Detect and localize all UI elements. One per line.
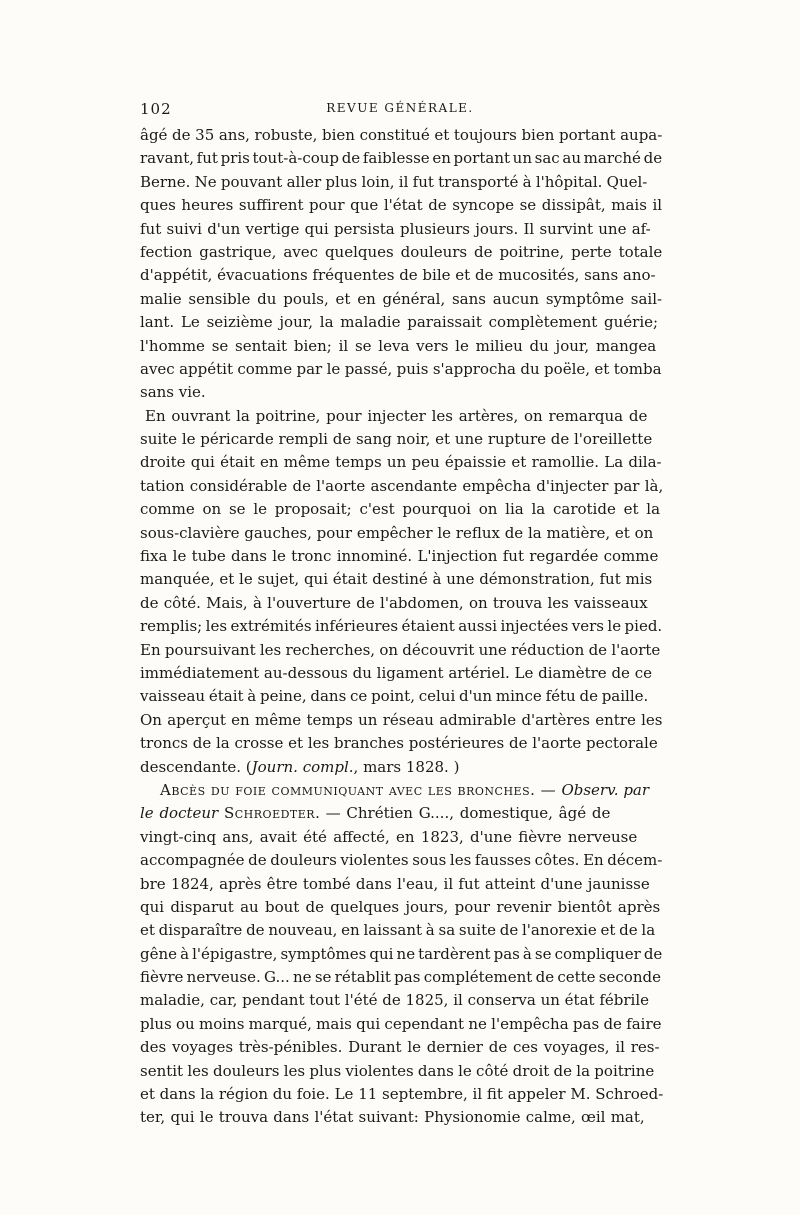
text-line: tation considérable de l'aorte ascendante empêcha d'injecter par là, xyxy=(140,476,664,495)
text-line: ravant, fut pris tout-à-coup de faiblesse en portant un sac au marché de xyxy=(140,149,663,168)
text-line: sans vie. xyxy=(140,383,206,402)
text-line: immédiatement au-dessous du ligament artériel. Le diamètre de ce xyxy=(140,663,652,682)
text-line: de côté. Mais, à l'ouverture de l'abdomen, on trouva les vaisseaux xyxy=(140,593,648,612)
text-line: gêne à l'épigastre, symptômes qui ne tardèrent pas à se compliquer de xyxy=(140,944,663,963)
text-line: bre 1824, après être tombé dans l'eau, il fut atteint d'une jaunisse xyxy=(140,874,650,893)
text-line: fixa le tube dans le tronc innominé. L'injection fut regardée comme xyxy=(140,547,659,566)
text-line: l'homme se sentait bien; il se leva vers le milieu du jour, mangea xyxy=(140,336,657,355)
text-line: sous-clavière gauches, pour empêcher le reflux de la matière, et on xyxy=(140,523,654,542)
text-line: Berne. Ne pouvant aller plus loin, il fut transporté à l'hôpital. Quel- xyxy=(140,172,648,191)
text-line: suite le péricarde rempli de sang noir, et une rupture de l'oreillette xyxy=(140,430,653,449)
text-line: lant. Le seizième jour, la maladie paraissait complètement guérie; xyxy=(140,313,659,332)
running-title: REVUE GÉNÉRALE. xyxy=(326,101,474,115)
text-line: fièvre nerveuse. G... ne se rétablit pas complétement de cette seconde xyxy=(140,968,661,987)
text-line: vaisseau était à peine, dans ce point, celui d'un mince fétu de paille. xyxy=(140,687,649,706)
text-line: droite qui était en même temps un peu épaissie et ramollie. La dila- xyxy=(140,453,662,472)
page-number: 102 xyxy=(140,100,172,118)
text-line: le docteur Schroedter. — Chrétien G...., domestique, âgé de xyxy=(140,804,611,823)
text-line: et disparaître de nouveau, en laissant à sa suite de l'anorexie et de la xyxy=(140,921,656,940)
text-line: plus ou moins marqué, mais qui cependant ne l'empêcha pas de faire xyxy=(140,1014,662,1033)
text-line: avec appétit comme par le passé, puis s'approcha du poële, et tomba xyxy=(140,359,662,378)
text-line: troncs de la crosse et les branches postérieures de l'aorte pectorale xyxy=(140,734,658,753)
text-line: des voyages très-pénibles. Durant le dernier de ces voyages, il res- xyxy=(140,1038,660,1057)
text-line: remplis; les extrémités inférieures étaient aussi injectées vers le pied. xyxy=(140,617,663,636)
text-line: accompagnée de douleurs violentes sous les fausses côtes. En décem- xyxy=(140,851,663,870)
text-line: vingt-cinq ans, avait été affecté, en 1823, d'une fièvre nerveuse xyxy=(140,827,638,846)
text-line: En poursuivant les recherches, on découvrit une réduction de l'aorte xyxy=(140,640,661,659)
page-header xyxy=(140,100,660,126)
text-line: sentit les douleurs les plus violentes dans le côté droit de la poitrine xyxy=(140,1061,655,1080)
text-line: fut suivi d'un vertige qui persista plusieurs jours. Il survint une af- xyxy=(140,219,651,238)
text-line: d'appétit, évacuations fréquentes de bile et de mucosités, sans ano- xyxy=(140,266,656,285)
text-line: maladie, car, pendant tout l'été de 1825, il conserva un état fébrile xyxy=(140,991,649,1010)
body-text xyxy=(140,124,663,1130)
text-line: comme on se le proposait; c'est pourquoi on lia la carotide et la xyxy=(140,500,661,519)
text-line: descendante. (Journ. compl., mars 1828. ) xyxy=(140,757,460,776)
text-line: et dans la région du foie. Le 11 septembre, il fit appeler M. Schroed- xyxy=(140,1085,664,1104)
text-line: En ouvrant la poitrine, pour injecter les artères, on remarqua de xyxy=(145,406,648,425)
text-line: qui disparut au bout de quelques jours, pour revenir bientôt après xyxy=(140,897,661,916)
text-line: manquée, et le sujet, qui était destiné à une démonstration, fut mis xyxy=(140,570,653,589)
text-line: ques heures suffirent pour que l'état de syncope se dissipât, mais il xyxy=(140,196,663,215)
section-heading: Abcès du foie communiquant avec les bronches. — xyxy=(160,780,562,799)
text-line: On aperçut en même temps un réseau admirable d'artères entre les xyxy=(140,710,663,729)
text-line: ter, qui le trouva dans l'état suivant: Physionomie calme, œil mat, xyxy=(140,1108,645,1127)
text-line: malie sensible du pouls, et en général, sans aucun symptôme sail- xyxy=(140,289,663,308)
text-line: fection gastrique, avec quelques douleurs de poitrine, perte totale xyxy=(140,242,663,261)
text-line: âgé de 35 ans, robuste, bien constitué et toujours bien portant aupa- xyxy=(140,126,663,144)
text-line: Abcès du foie communiquant avec les bronches. — Observ. par xyxy=(160,780,650,799)
